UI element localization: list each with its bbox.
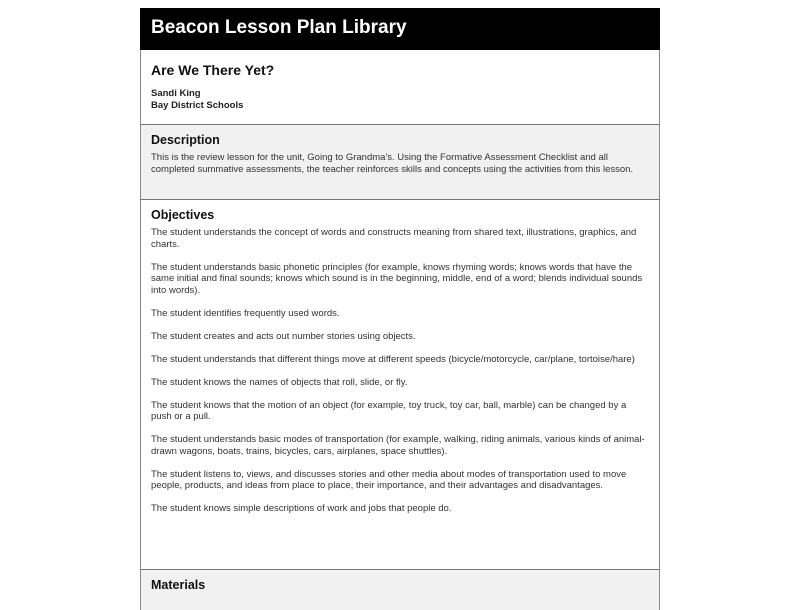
objectives-heading: Objectives bbox=[151, 208, 215, 222]
site-banner bbox=[140, 8, 660, 50]
objective-item: The student understands basic modes of transportation (for example, walking, riding animals, various kinds of animal-drawn wagons, boats, trains, bicycles, cars, airplanes, space shuttles). bbox=[151, 434, 645, 457]
objective-item: The student understands the concept of words and constructs meaning from shared text, illustrations, graphics, and charts. bbox=[151, 227, 637, 250]
objectives-section bbox=[140, 200, 660, 570]
description-section bbox=[140, 125, 660, 200]
lesson-header-section bbox=[140, 50, 660, 125]
lesson-title: Are We There Yet? bbox=[151, 62, 275, 78]
objective-item: The student listens to, views, and discusses stories and other media about modes of transportation used to move people, products, and ideas from place to place, their importance, and their advantages and disadvantages. bbox=[151, 468, 627, 491]
lesson-plan-page bbox=[140, 8, 660, 610]
site-title: Beacon Lesson Plan Library bbox=[151, 17, 407, 38]
materials-heading: Materials bbox=[151, 578, 206, 592]
description-text: This is the review lesson for the unit, Going to Grandma's. Using the Formative Assessment Checklist and all completed summative assessments, the teacher reinforces skills and concepts using the activities from this lesson. bbox=[151, 152, 634, 175]
objective-item: The student identifies frequently used words. bbox=[151, 307, 340, 319]
objective-item: The student understands basic phonetic principles (for example, knows rhyming words; knows words that have the same initial and final sounds; knows which sound is in the beginning, middle, end of a word; blends individual sounds into words). bbox=[151, 261, 643, 296]
objective-item: The student knows that the motion of an object (for example, toy truck, toy car, ball, marble) can be changed by a push or a pull. bbox=[151, 399, 627, 422]
objective-item: The student understands that different things move at different speeds (bicycle/motorcycle, car/plane, tortoise/hare) bbox=[151, 353, 635, 365]
materials-section bbox=[140, 570, 660, 610]
author-name: Sandi King bbox=[151, 88, 201, 99]
objective-item: The student knows simple descriptions of work and jobs that people do. bbox=[151, 503, 452, 514]
objective-item: The student creates and acts out number stories using objects. bbox=[151, 330, 416, 342]
author-organization: Bay District Schools bbox=[151, 100, 244, 111]
description-heading: Description bbox=[151, 133, 220, 147]
objective-item: The student knows the names of objects that roll, slide, or fly. bbox=[151, 376, 408, 388]
